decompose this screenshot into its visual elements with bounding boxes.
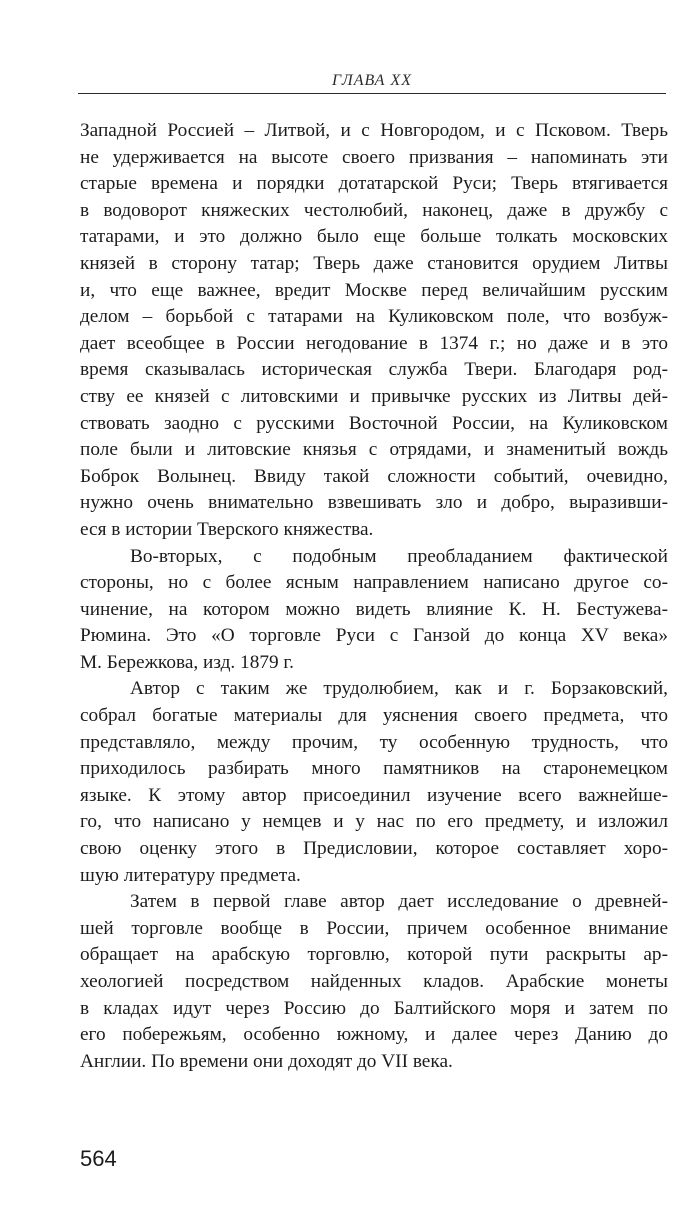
text-line: Боброк Волынец. Ввиду такой сложности событий, очевидно, (80, 465, 668, 487)
text-line: татарами, и это должно было еще больше толкать московских (80, 226, 668, 248)
paragraph-1 (80, 118, 668, 544)
text-line: ству ее князей с литовскими и привычке русских из Литвы дей- (80, 385, 668, 407)
text-line: дает всеобщее в России негодование в 1374 г.; но даже и в это (80, 332, 668, 354)
text-line: го, что написано у немцев и у нас по его предмету, и изложил (80, 811, 668, 833)
text-line: поле были и литовские князья с отрядами, и знаменитый вождь (80, 439, 668, 461)
text-line: Англии. По времени они доходят до VII века. (80, 1050, 453, 1072)
text-line: князей в сторону татар; Тверь даже становится орудием Литвы (80, 252, 668, 274)
header-rule (78, 93, 666, 94)
text-line: чинение, на котором можно видеть влияние К. Н. Бестужева- (80, 598, 668, 620)
text-line: хеологией посредством найденных кладов. Арабские монеты (80, 971, 668, 992)
page-number: 564 (80, 1146, 117, 1171)
text-line: языке. К этому автор присоединил изучение всего важнейше- (80, 784, 668, 806)
text-line: свою оценку этого в Предисловии, которое составляет хоро- (80, 838, 668, 860)
text-line: ствовать заодно с русскими Восточной России, на Куликовском (80, 412, 668, 434)
text-line: делом – борьбой с татарами на Куликовском поле, что возбуж- (80, 306, 668, 328)
text-line: Западной Россией – Литвой, и с Новгородом, и с Псковом. Тверь (80, 120, 668, 141)
text-line: Затем в первой главе автор дает исследование о древней- (130, 891, 668, 913)
running-header: ГЛАВА XX (332, 72, 412, 89)
paragraph-2 (80, 544, 668, 677)
text-line: собрал богатые материалы для уяснения своего предмета, что (80, 705, 668, 727)
text-line: приходилось разбирать много памятников на старонемецком (80, 758, 668, 780)
paragraph-4 (80, 889, 668, 1075)
text-line: шей торговле вообще в России, причем особенное внимание (80, 917, 668, 939)
body-text (80, 118, 668, 1075)
text-line: еся в истории Тверского княжества. (80, 518, 374, 540)
text-line: в водоворот княжеских честолюбий, наконец, даже в дружбу с (80, 199, 668, 221)
text-line: Автор с таким же трудолюбием, как и г. Борзаковский, (130, 678, 668, 700)
text-line: его побережьям, особенно южному, и далее через Данию до (80, 1024, 668, 1046)
text-line: нужно очень внимательно взвешивать зло и добро, выразивши- (80, 492, 668, 514)
text-line: старые времена и порядки дотатарской Руси; Тверь втягивается (80, 173, 668, 195)
text-line: М. Бережкова, изд. 1879 г. (80, 651, 294, 673)
text-line: в кладах идут через Россию до Балтийского моря и затем по (80, 997, 668, 1019)
text-line: стороны, но с более ясным направлением написано другое со- (80, 572, 668, 594)
text-line: представляло, между прочим, ту особенную трудность, что (80, 731, 668, 753)
text-line: обращает на арабскую торговлю, которой пути раскрыты ар- (80, 944, 668, 966)
text-line: время сказывалась историческая служба Твери. Благодаря род- (80, 359, 668, 381)
text-line: Во-вторых, с подобным преобладанием фактической (130, 545, 668, 567)
text-line: и, что еще важнее, вредит Москве перед величайшим русским (80, 279, 668, 301)
text-line: Рюмина. Это «О торговле Руси с Ганзой до конца XV века» (80, 625, 668, 647)
paragraph-3 (80, 676, 668, 889)
text-line: не удерживается на высоте своего призвания – напоминать эти (80, 146, 668, 168)
text-line: шую литературу предмета. (80, 864, 301, 886)
